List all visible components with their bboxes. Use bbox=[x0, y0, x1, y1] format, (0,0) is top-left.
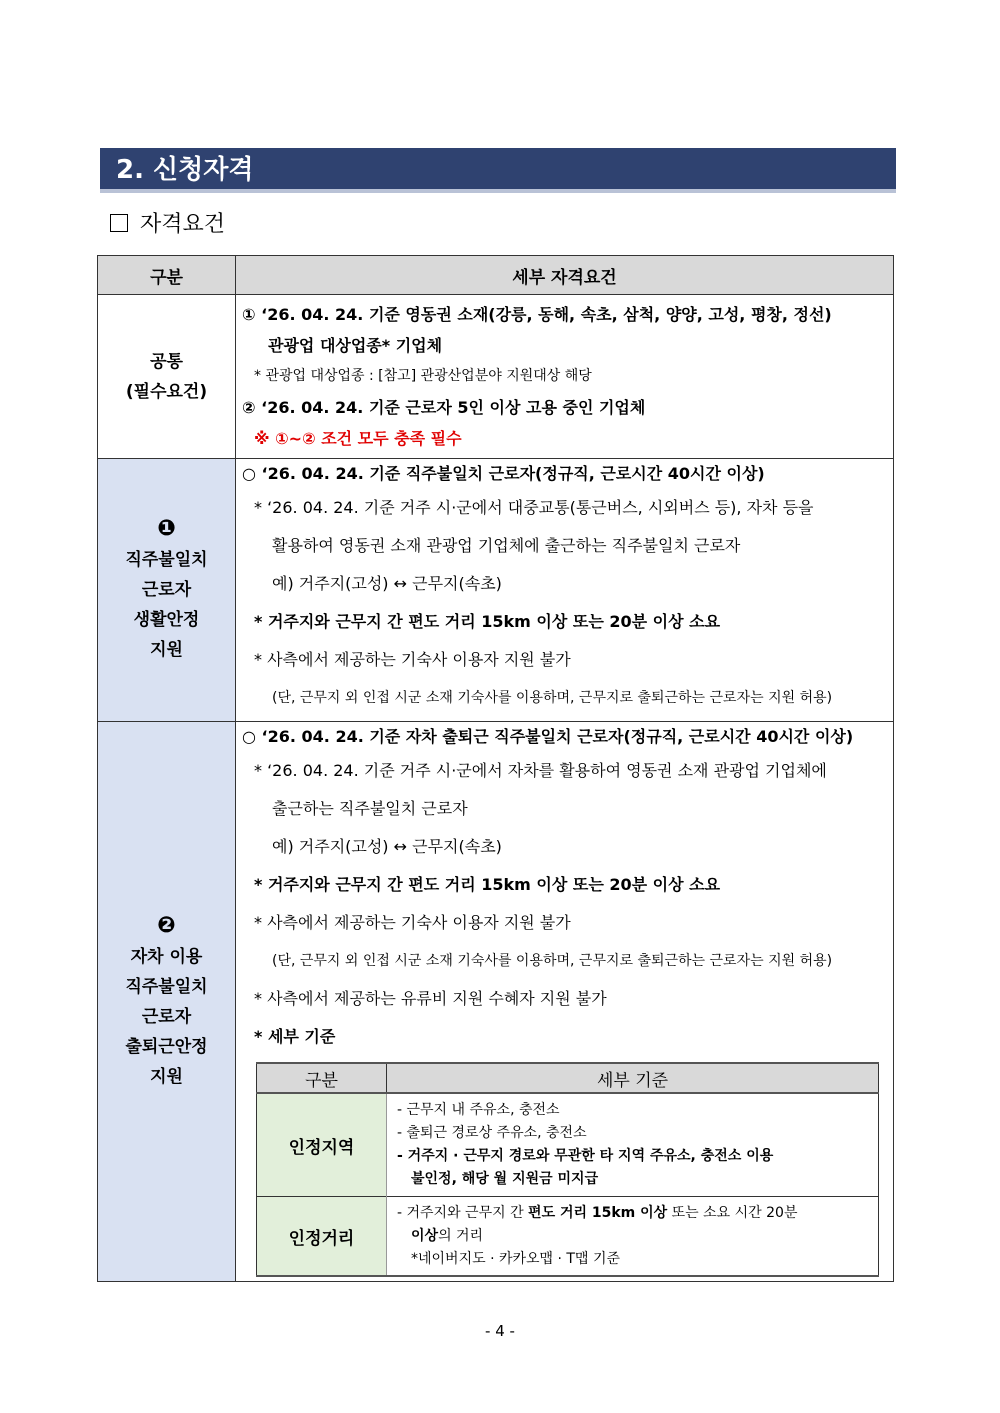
support2-bullet1-line1: * ‘26. 04. 24. 기준 거주 시·군에서 자차를 활용하여 영동권 소재 관광업 기업체에 bbox=[254, 761, 827, 780]
common-category bbox=[98, 295, 236, 459]
sub-region-item: - 출퇴근 경로상 주유소, 충전소 bbox=[397, 1125, 587, 1141]
support2-detail bbox=[236, 722, 894, 1282]
row-common bbox=[98, 295, 894, 459]
table-header-row bbox=[98, 256, 894, 295]
header-category: 구분 bbox=[98, 256, 236, 295]
sub-distance-detail bbox=[387, 1197, 879, 1277]
support2-category bbox=[98, 722, 236, 1282]
support1-bullet3-note: (단, 근무지 외 인접 시군 소재 기숙사를 이용하며, 근무지로 출퇴근하는 근로자는 지원 허용) bbox=[272, 690, 833, 706]
support1-detail bbox=[236, 459, 894, 722]
sub-distance-note: *네이버지도 · 카카오맵 · T맵 기준 bbox=[411, 1250, 620, 1267]
sub-region-item: - 거주지 · 근무지 경로와 무관한 타 지역 주유소, 충전소 이용 bbox=[397, 1148, 774, 1164]
common-item1-line1: ① ‘26. 04. 24. 기준 영동권 소재(강릉, 동해, 속초, 삼척, 양양, 고성, 평창, 정선) bbox=[242, 305, 832, 324]
common-category-line2: (필수요건) bbox=[125, 381, 208, 402]
support2-bullet3-note: (단, 근무지 외 인접 시군 소재 기숙사를 이용하며, 근무지로 출퇴근하는 근로자는 지원 허용) bbox=[272, 953, 833, 969]
sub-distance-bold: 편도 거리 15km 이상 bbox=[528, 1204, 668, 1221]
support1-category-line: 생활안정 bbox=[133, 610, 200, 630]
section-title: 2. 신청자격 bbox=[100, 148, 896, 193]
support2-main: ○ ‘26. 04. 24. 기준 자차 출퇴근 직주불일치 근로자(정규직, 근로시간 40시간 이상) bbox=[242, 727, 854, 746]
sub-row-region bbox=[257, 1093, 879, 1197]
common-item2: ② ‘26. 04. 24. 기준 근로자 5인 이상 고용 중인 기업체 bbox=[242, 398, 646, 417]
support1-category bbox=[98, 459, 236, 722]
sub-header-category: 구분 bbox=[257, 1063, 387, 1093]
support1-bullet1-line1: * ‘26. 04. 24. 기준 거주 시·군에서 대중교통(통근버스, 시외버스 등), 자차 등을 bbox=[254, 498, 814, 517]
support1-bullet3: * 사측에서 제공하는 기숙사 이용자 지원 불가 bbox=[254, 650, 571, 669]
sub-header-row bbox=[257, 1063, 879, 1093]
qualification-table bbox=[97, 255, 894, 1282]
support2-bullet3: * 사측에서 제공하는 기숙사 이용자 지원 불가 bbox=[254, 913, 571, 932]
sub-region-item: 불인정, 해당 월 지원금 미지급 bbox=[411, 1171, 599, 1187]
sub-row-distance bbox=[257, 1197, 879, 1277]
support2-bullet1-example: 예) 거주지(고성) ↔ 근무지(속초) bbox=[272, 837, 502, 856]
checkbox-square-icon bbox=[110, 214, 128, 232]
row-support-2 bbox=[98, 722, 894, 1282]
number-two-icon: ❷ bbox=[157, 912, 176, 938]
row-support-1 bbox=[98, 459, 894, 722]
sub-distance-line1 bbox=[397, 1202, 868, 1225]
support2-category-line: 근로자 bbox=[141, 1006, 192, 1027]
support2-bullet2: * 거주지와 근무지 간 편도 거리 15km 이상 또는 20분 이상 소요 bbox=[254, 875, 721, 894]
support1-category-line: 근로자 bbox=[141, 580, 192, 600]
common-detail bbox=[236, 295, 894, 459]
page-number: - 4 - bbox=[485, 1322, 515, 1340]
support1-bullet1-example: 예) 거주지(고성) ↔ 근무지(속초) bbox=[272, 574, 502, 593]
sub-distance-text: 또는 소요 시간 20분 bbox=[667, 1204, 798, 1221]
header-detail: 세부 자격요건 bbox=[236, 256, 894, 295]
sub-region-item: - 근무지 내 주유소, 충전소 bbox=[397, 1102, 560, 1118]
number-one-icon: ❶ bbox=[157, 516, 176, 541]
common-item1-line2: 관광업 대상업종* 기업체 bbox=[268, 336, 443, 355]
sub-region-detail bbox=[387, 1093, 879, 1197]
sub-distance-text: 의 거리 bbox=[438, 1227, 484, 1244]
detail-criteria-table bbox=[256, 1062, 879, 1277]
support2-category-line: 직주불일치 bbox=[125, 976, 208, 997]
support1-number bbox=[99, 515, 234, 545]
support1-bullet1-line2: 활용하여 영동권 소재 관광업 기업체에 출근하는 직주불일치 근로자 bbox=[272, 536, 741, 555]
support2-category-line: 자차 이용 bbox=[130, 946, 203, 967]
subheading-text: 자격요건 bbox=[140, 212, 226, 237]
support1-bullet2: * 거주지와 근무지 간 편도 거리 15km 이상 또는 20분 이상 소요 bbox=[254, 612, 721, 631]
support2-category-line: 지원 bbox=[150, 1066, 183, 1087]
common-warning: ※ ①~② 조건 모두 충족 필수 bbox=[254, 429, 462, 448]
subheading bbox=[110, 210, 225, 240]
support2-bullet4: * 사측에서 제공하는 유류비 지원 수혜자 지원 불가 bbox=[254, 989, 607, 1008]
common-item1-note: * 관광업 대상업종 : [참고] 관광산업분야 지원대상 해당 bbox=[254, 368, 592, 384]
support1-category-line: 지원 bbox=[150, 640, 183, 660]
support2-category-line: 출퇴근안정 bbox=[125, 1036, 208, 1057]
support1-main: ○ ‘26. 04. 24. 기준 직주불일치 근로자(정규직, 근로시간 40시간 이상) bbox=[242, 464, 765, 483]
common-category-line1: 공통 bbox=[150, 351, 183, 372]
support2-bullet1-line2: 출근하는 직주불일치 근로자 bbox=[272, 799, 468, 818]
sub-region-category: 인정지역 bbox=[257, 1093, 387, 1197]
support2-bullet5: * 세부 기준 bbox=[254, 1027, 336, 1046]
support1-category-line: 직주불일치 bbox=[125, 550, 208, 570]
sub-distance-line2 bbox=[397, 1225, 868, 1248]
support2-number bbox=[99, 912, 234, 942]
sub-header-detail: 세부 기준 bbox=[387, 1063, 879, 1093]
sub-distance-bold: 이상 bbox=[411, 1227, 439, 1244]
sub-distance-text: - 거주지와 근무지 간 bbox=[397, 1204, 529, 1221]
sub-distance-category: 인정거리 bbox=[257, 1197, 387, 1277]
